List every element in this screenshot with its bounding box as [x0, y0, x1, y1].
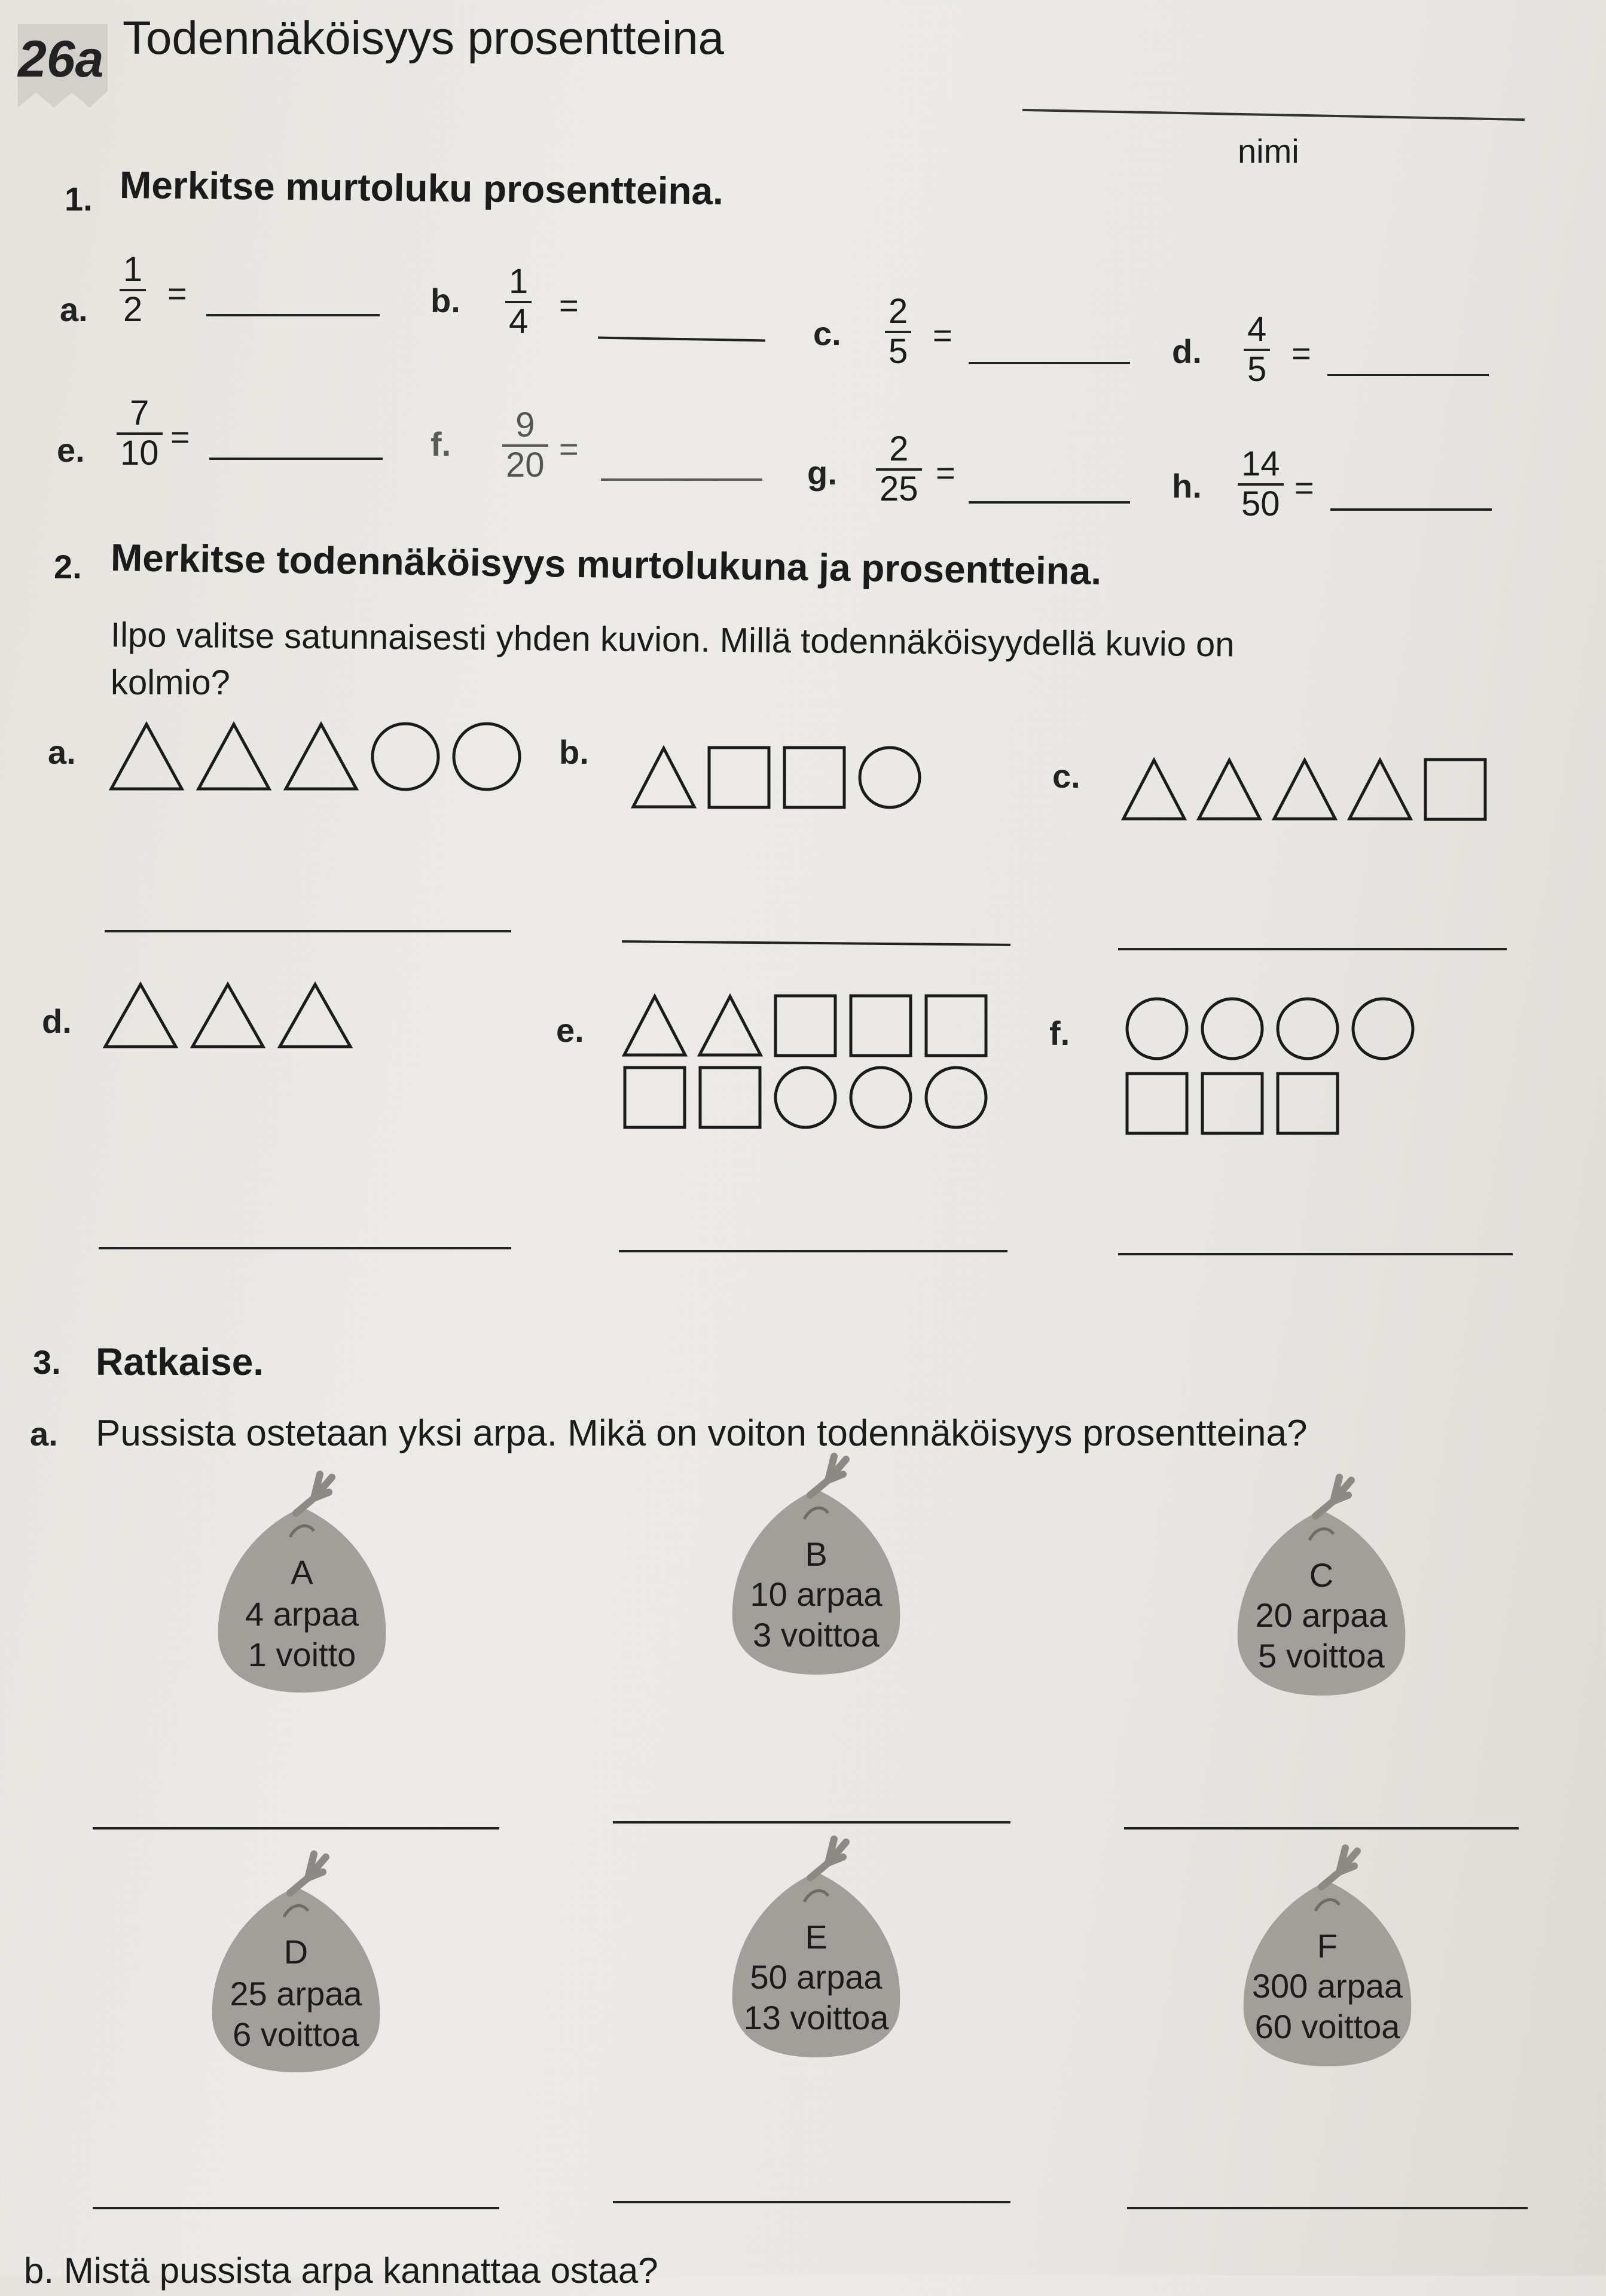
task2-number: 2.: [54, 548, 82, 586]
bag-wins: 13 voittoa: [743, 1999, 889, 2036]
fraction: [1238, 446, 1284, 523]
answer-line-bag-d[interactable]: [93, 2207, 499, 2209]
task3-a-text: Pussista ostetaan yksi arpa. Mikä on voiton todennäköisyys prosentteina?: [96, 1413, 1308, 1454]
circle-shape: [773, 1065, 838, 1130]
bag-tickets: 25 arpaa: [230, 1975, 362, 2013]
item-letter: f.: [1049, 1014, 1070, 1052]
item-letter: c.: [813, 315, 841, 352]
triangle-shape: [1347, 757, 1413, 822]
task1-title: Merkitse murtoluku prosentteina.: [119, 163, 724, 213]
item-letter: g.: [807, 454, 837, 492]
circle-shape: [857, 745, 923, 810]
shape-group-b: [631, 745, 923, 810]
item-letter: h.: [1172, 467, 1202, 505]
triangle-shape: [189, 981, 267, 1050]
numerator: 1: [505, 263, 532, 303]
bag-tickets: 4 arpaa: [245, 1595, 359, 1633]
triangle-shape: [697, 993, 763, 1059]
answer-line-2f[interactable]: [1118, 1253, 1513, 1255]
name-answer-line[interactable]: [1022, 109, 1525, 121]
circle-shape: [1124, 996, 1190, 1062]
numerator: 7: [117, 395, 163, 435]
bag-tickets: 50 arpaa: [750, 1958, 883, 1996]
bag-wins: 6 voittoa: [233, 2016, 359, 2053]
fraction: [1244, 311, 1270, 388]
item-letter: a.: [30, 1415, 58, 1453]
item-letter: e.: [57, 431, 85, 469]
bag-label: B: [805, 1535, 828, 1573]
answer-line-bag-b[interactable]: [613, 1821, 1010, 1824]
item-letter: e.: [556, 1011, 584, 1049]
task3-number: 3.: [33, 1343, 61, 1381]
circle-shape: [1350, 996, 1416, 1062]
bag-d: [200, 1845, 392, 2096]
item-letter: d.: [1172, 333, 1202, 370]
bag-b: [720, 1447, 912, 1699]
numerator: 1: [120, 251, 146, 291]
numerator: 2: [885, 293, 911, 333]
task2-text-line1: Ilpo valitse satunnaisesti yhden kuvion. Millä todennäköisyydellä kuvio on: [110, 615, 1235, 664]
square-shape: [1422, 757, 1488, 822]
bag-tickets: 10 arpaa: [750, 1575, 883, 1613]
bag-wins: 1 voitto: [248, 1636, 356, 1673]
square-shape: [1199, 1071, 1265, 1136]
denominator: 10: [120, 433, 159, 472]
square-shape: [923, 993, 989, 1059]
bag-label: E: [805, 1918, 828, 1956]
answer-line-bag-a[interactable]: [93, 1827, 499, 1830]
triangle-shape: [108, 721, 185, 792]
bag-tickets: 20 arpaa: [1255, 1596, 1388, 1634]
denominator: 2: [123, 289, 143, 329]
triangle-shape: [276, 981, 354, 1050]
fraction: [120, 251, 146, 328]
denominator: 5: [1247, 349, 1267, 389]
equals-sign: =: [559, 430, 579, 468]
bag-wins: 3 voittoa: [753, 1616, 880, 1654]
denominator: 20: [506, 445, 545, 484]
circle-shape: [848, 1065, 914, 1130]
equals-sign: =: [933, 316, 952, 354]
page-number-tag: 26a: [18, 31, 104, 88]
answer-line[interactable]: [969, 362, 1130, 364]
answer-line-bag-f[interactable]: [1127, 2207, 1528, 2209]
task3-b-partial-text: b. Mistä pussista arpa kannattaa ostaa?: [24, 2251, 658, 2291]
denominator: 50: [1241, 484, 1280, 523]
item-letter: a.: [60, 291, 88, 328]
square-shape: [848, 993, 914, 1059]
answer-line-bag-c[interactable]: [1124, 1827, 1519, 1830]
fraction: [505, 263, 532, 340]
circle-shape: [451, 721, 523, 792]
fraction: [117, 395, 163, 472]
equals-sign: =: [1291, 334, 1311, 372]
denominator: 25: [880, 469, 918, 508]
fraction: [876, 431, 922, 508]
shape-group-c: [1121, 757, 1488, 822]
shape-group-f-row2: [1124, 1071, 1341, 1136]
answer-line[interactable]: [206, 314, 380, 316]
fraction: [885, 293, 911, 370]
square-shape: [697, 1065, 763, 1130]
bag-tickets: 300 arpaa: [1251, 1967, 1403, 2005]
answer-line[interactable]: [1330, 508, 1492, 511]
equals-sign: =: [936, 454, 955, 492]
circle-shape: [1199, 996, 1265, 1062]
triangle-shape: [1196, 757, 1262, 822]
numerator: 4: [1244, 311, 1270, 351]
circle-shape: [370, 721, 441, 792]
bag-f: [1232, 1839, 1423, 2090]
answer-line[interactable]: [969, 501, 1130, 504]
task2-title: Merkitse todennäköisyys murtolukuna ja prosentteina.: [110, 536, 1102, 593]
shape-group-f-row1: [1124, 996, 1416, 1062]
shape-group-d: [102, 981, 354, 1050]
triangle-shape: [1272, 757, 1338, 822]
answer-line-2c[interactable]: [1118, 948, 1507, 950]
square-shape: [773, 993, 838, 1059]
answer-line[interactable]: [1327, 374, 1489, 376]
numerator: 14: [1238, 446, 1284, 486]
name-label: nimi: [1238, 132, 1299, 170]
answer-line-2e[interactable]: [619, 1250, 1007, 1252]
item-letter: d.: [42, 1002, 72, 1040]
triangle-shape: [631, 745, 697, 810]
answer-line[interactable]: [598, 337, 765, 342]
bag-label: F: [1317, 1927, 1338, 1965]
bag-wins: 60 voittoa: [1254, 2008, 1400, 2045]
circle-shape: [923, 1065, 989, 1130]
triangle-shape: [102, 981, 179, 1050]
equals-sign: =: [559, 286, 579, 324]
square-shape: [706, 745, 772, 810]
triangle-shape: [195, 721, 273, 792]
numerator: 2: [876, 431, 922, 471]
answer-line-2d[interactable]: [99, 1247, 511, 1249]
square-shape: [1275, 1071, 1341, 1136]
answer-line-2a[interactable]: [105, 930, 511, 932]
bag-label: D: [283, 1933, 309, 1971]
numerator: 9: [502, 407, 548, 447]
item-letter: b.: [559, 733, 589, 771]
square-shape: [1124, 1071, 1190, 1136]
shape-group-e-row1: [622, 993, 989, 1059]
shape-group-a: [108, 721, 523, 792]
task3-title: Ratkaise.: [96, 1340, 264, 1383]
task1-number: 1.: [65, 180, 93, 218]
triangle-shape: [282, 721, 360, 792]
bag-label: C: [1309, 1556, 1334, 1594]
triangle-shape: [1121, 757, 1187, 822]
triangle-shape: [622, 993, 688, 1059]
answer-line-bag-e[interactable]: [613, 2201, 1010, 2203]
equals-sign: =: [170, 418, 190, 456]
fraction: [502, 407, 548, 484]
answer-line[interactable]: [209, 458, 383, 460]
equals-sign: =: [1294, 469, 1314, 507]
item-letter: f.: [430, 425, 451, 463]
bag-a: [206, 1465, 398, 1716]
bag-label: A: [291, 1553, 313, 1591]
task2-text-line2: kolmio?: [111, 663, 230, 702]
shape-group-e-row2: [622, 1065, 989, 1130]
item-letter: c.: [1052, 757, 1080, 795]
bag-e: [720, 1830, 912, 2081]
equals-sign: =: [167, 275, 187, 312]
circle-shape: [1275, 996, 1341, 1062]
bag-wins: 5 voittoa: [1258, 1637, 1385, 1675]
answer-line-2b[interactable]: [622, 940, 1010, 946]
item-letter: b.: [430, 282, 460, 319]
square-shape: [781, 745, 847, 810]
page-title: Todennäköisyys prosentteina: [123, 11, 724, 64]
denominator: 5: [889, 331, 908, 371]
item-letter: a.: [48, 733, 76, 771]
square-shape: [622, 1065, 688, 1130]
answer-line[interactable]: [601, 478, 762, 481]
denominator: 4: [509, 301, 529, 341]
bag-c: [1226, 1468, 1417, 1719]
